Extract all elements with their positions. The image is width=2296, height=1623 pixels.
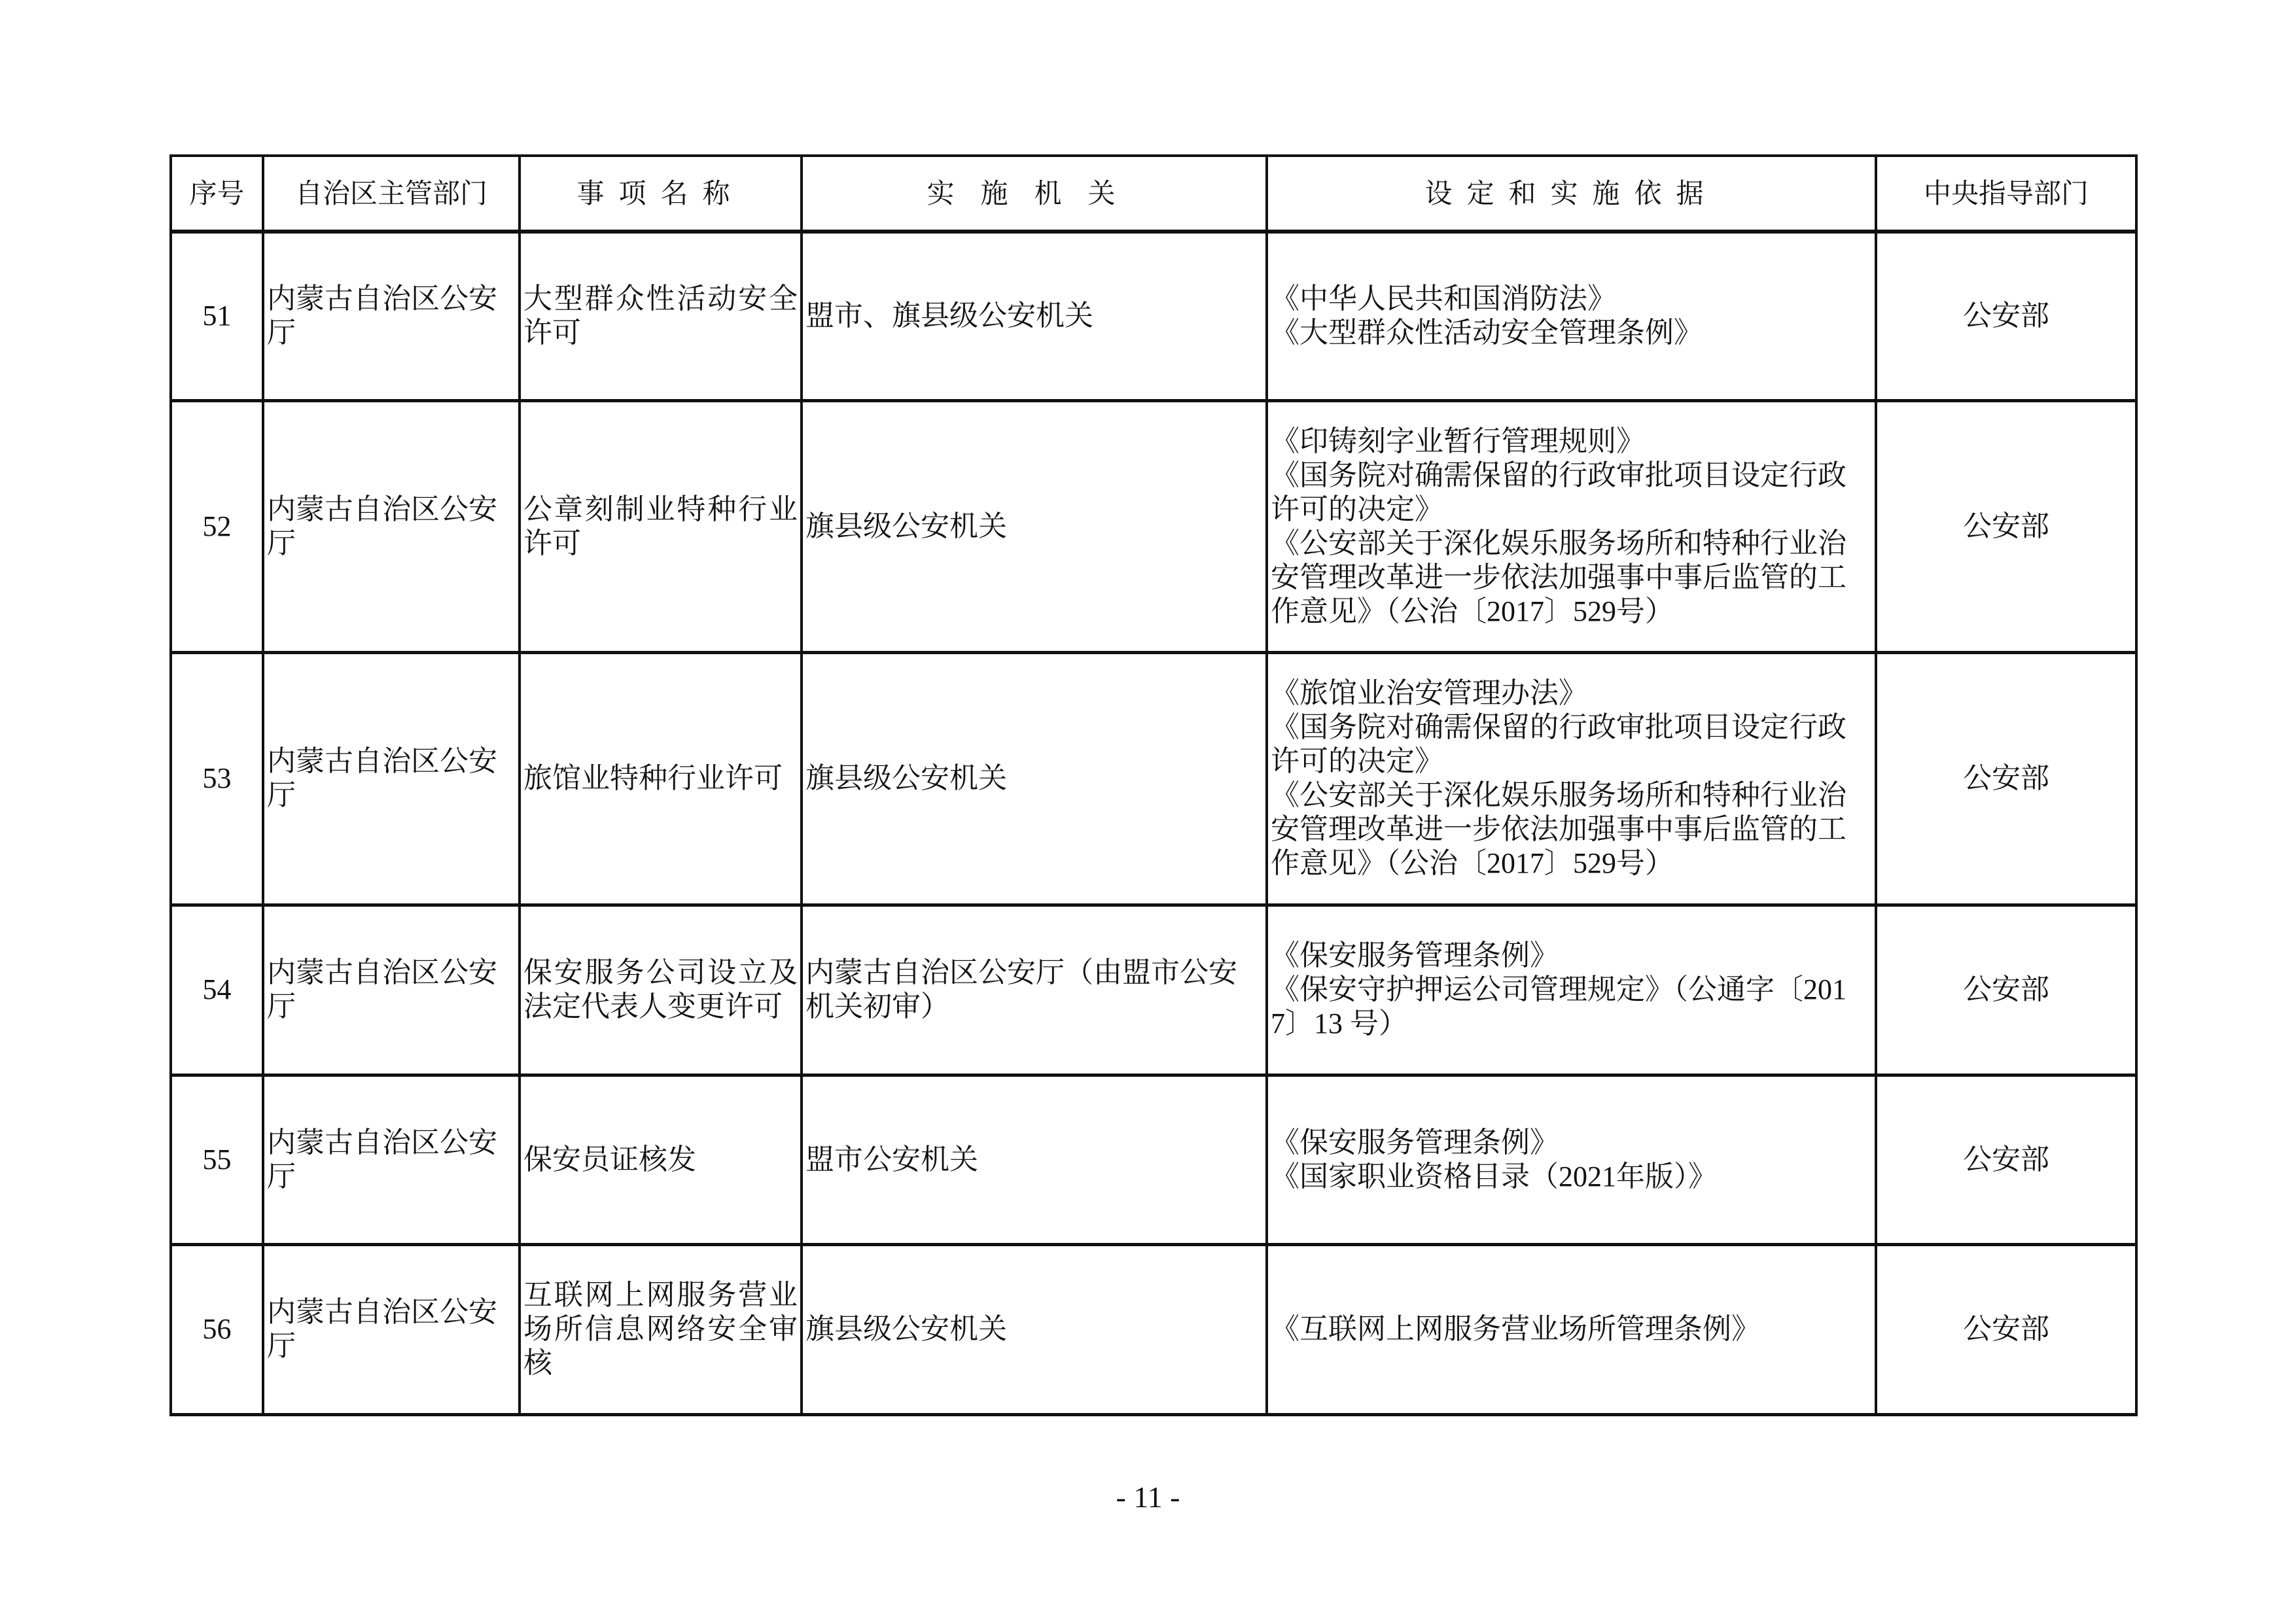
serial-number-cell: 54 — [171, 905, 263, 1075]
basis-cell — [1267, 1244, 1876, 1414]
table-row — [171, 1244, 2136, 1414]
department-cell: 内蒙古自治区公安厅 — [263, 232, 520, 400]
table-header-row — [171, 156, 2136, 232]
serial-number-cell: 52 — [171, 400, 263, 652]
agency-cell: 旗县级公安机关 — [802, 400, 1267, 652]
basis-line: 《公安部关于深化娱乐服务场所和特种行业治安管理改革进一步依法加强事中事后监管的工作意见》（公治〔2017〕529号） — [1271, 527, 1846, 627]
agency-cell: 内蒙古自治区公安厅（由盟市公安机关初审） — [802, 905, 1267, 1075]
item-name-cell: 公章刻制业特种行业许可 — [520, 400, 802, 652]
header-item-name: 事项名称 — [520, 156, 802, 232]
basis-line: 《旅馆业治安管理办法》 — [1271, 677, 1587, 709]
basis-cell — [1267, 232, 1876, 400]
central-department-cell: 公安部 — [1876, 232, 2136, 400]
agency-cell: 旗县级公安机关 — [802, 1244, 1267, 1414]
basis-cell — [1267, 652, 1876, 905]
basis-line: 《国务院对确需保留的行政审批项目设定行政许可的决定》 — [1271, 711, 1846, 777]
item-name-cell: 旅馆业特种行业许可 — [520, 652, 802, 905]
table-row — [171, 400, 2136, 652]
department-cell: 内蒙古自治区公安厅 — [263, 905, 520, 1075]
page-number: - 11 - — [1116, 1480, 1180, 1514]
table-row — [171, 652, 2136, 905]
basis-line: 《互联网上网服务营业场所管理条例》 — [1271, 1313, 1760, 1345]
serial-number-cell: 55 — [171, 1075, 263, 1244]
basis-line: 《保安守护押运公司管理规定》（公通字〔2017〕13 号） — [1271, 973, 1846, 1039]
agency-cell: 盟市、旗县级公安机关 — [802, 232, 1267, 400]
basis-line: 《国家职业资格目录（2021年版）》 — [1271, 1160, 1717, 1193]
table-row — [171, 232, 2136, 400]
table-row — [171, 905, 2136, 1075]
header-agency: 实施机关 — [802, 156, 1267, 232]
basis-line: 《保安服务管理条例》 — [1271, 1126, 1559, 1159]
items-table — [169, 154, 2138, 1416]
basis-line: 《印铸刻字业暂行管理规则》 — [1271, 425, 1645, 457]
department-cell: 内蒙古自治区公安厅 — [263, 400, 520, 652]
basis-line: 《国务院对确需保留的行政审批项目设定行政许可的决定》 — [1271, 459, 1846, 525]
central-department-cell: 公安部 — [1876, 652, 2136, 905]
department-cell: 内蒙古自治区公安厅 — [263, 1244, 520, 1414]
central-department-cell: 公安部 — [1876, 1075, 2136, 1244]
central-department-cell: 公安部 — [1876, 905, 2136, 1075]
central-department-cell: 公安部 — [1876, 400, 2136, 652]
serial-number-cell: 56 — [171, 1244, 263, 1414]
basis-line: 《保安服务管理条例》 — [1271, 939, 1559, 971]
basis-line: 《大型群众性活动安全管理条例》 — [1271, 317, 1703, 349]
basis-cell — [1267, 400, 1876, 652]
agency-cell: 旗县级公安机关 — [802, 652, 1267, 905]
serial-number-cell: 51 — [171, 232, 263, 400]
header-basis: 设定和实施依据 — [1267, 156, 1876, 232]
item-name-cell: 保安服务公司设立及法定代表人变更许可 — [520, 905, 802, 1075]
item-name-cell: 大型群众性活动安全许可 — [520, 232, 802, 400]
agency-cell: 盟市公安机关 — [802, 1075, 1267, 1244]
header-serial: 序号 — [171, 156, 263, 232]
header-department: 自治区主管部门 — [263, 156, 520, 232]
header-central-dept: 中央指导部门 — [1876, 156, 2136, 232]
serial-number-cell: 53 — [171, 652, 263, 905]
item-name-cell: 保安员证核发 — [520, 1075, 802, 1244]
basis-cell — [1267, 1075, 1876, 1244]
department-cell: 内蒙古自治区公安厅 — [263, 1075, 520, 1244]
basis-cell — [1267, 905, 1876, 1075]
central-department-cell: 公安部 — [1876, 1244, 2136, 1414]
item-name-cell: 互联网上网服务营业场所信息网络安全审核 — [520, 1244, 802, 1414]
table-row — [171, 1075, 2136, 1244]
department-cell: 内蒙古自治区公安厅 — [263, 652, 520, 905]
basis-line: 《公安部关于深化娱乐服务场所和特种行业治安管理改革进一步依法加强事中事后监管的工作意见》（公治〔2017〕529号） — [1271, 779, 1846, 879]
basis-line: 《中华人民共和国消防法》 — [1271, 283, 1616, 315]
